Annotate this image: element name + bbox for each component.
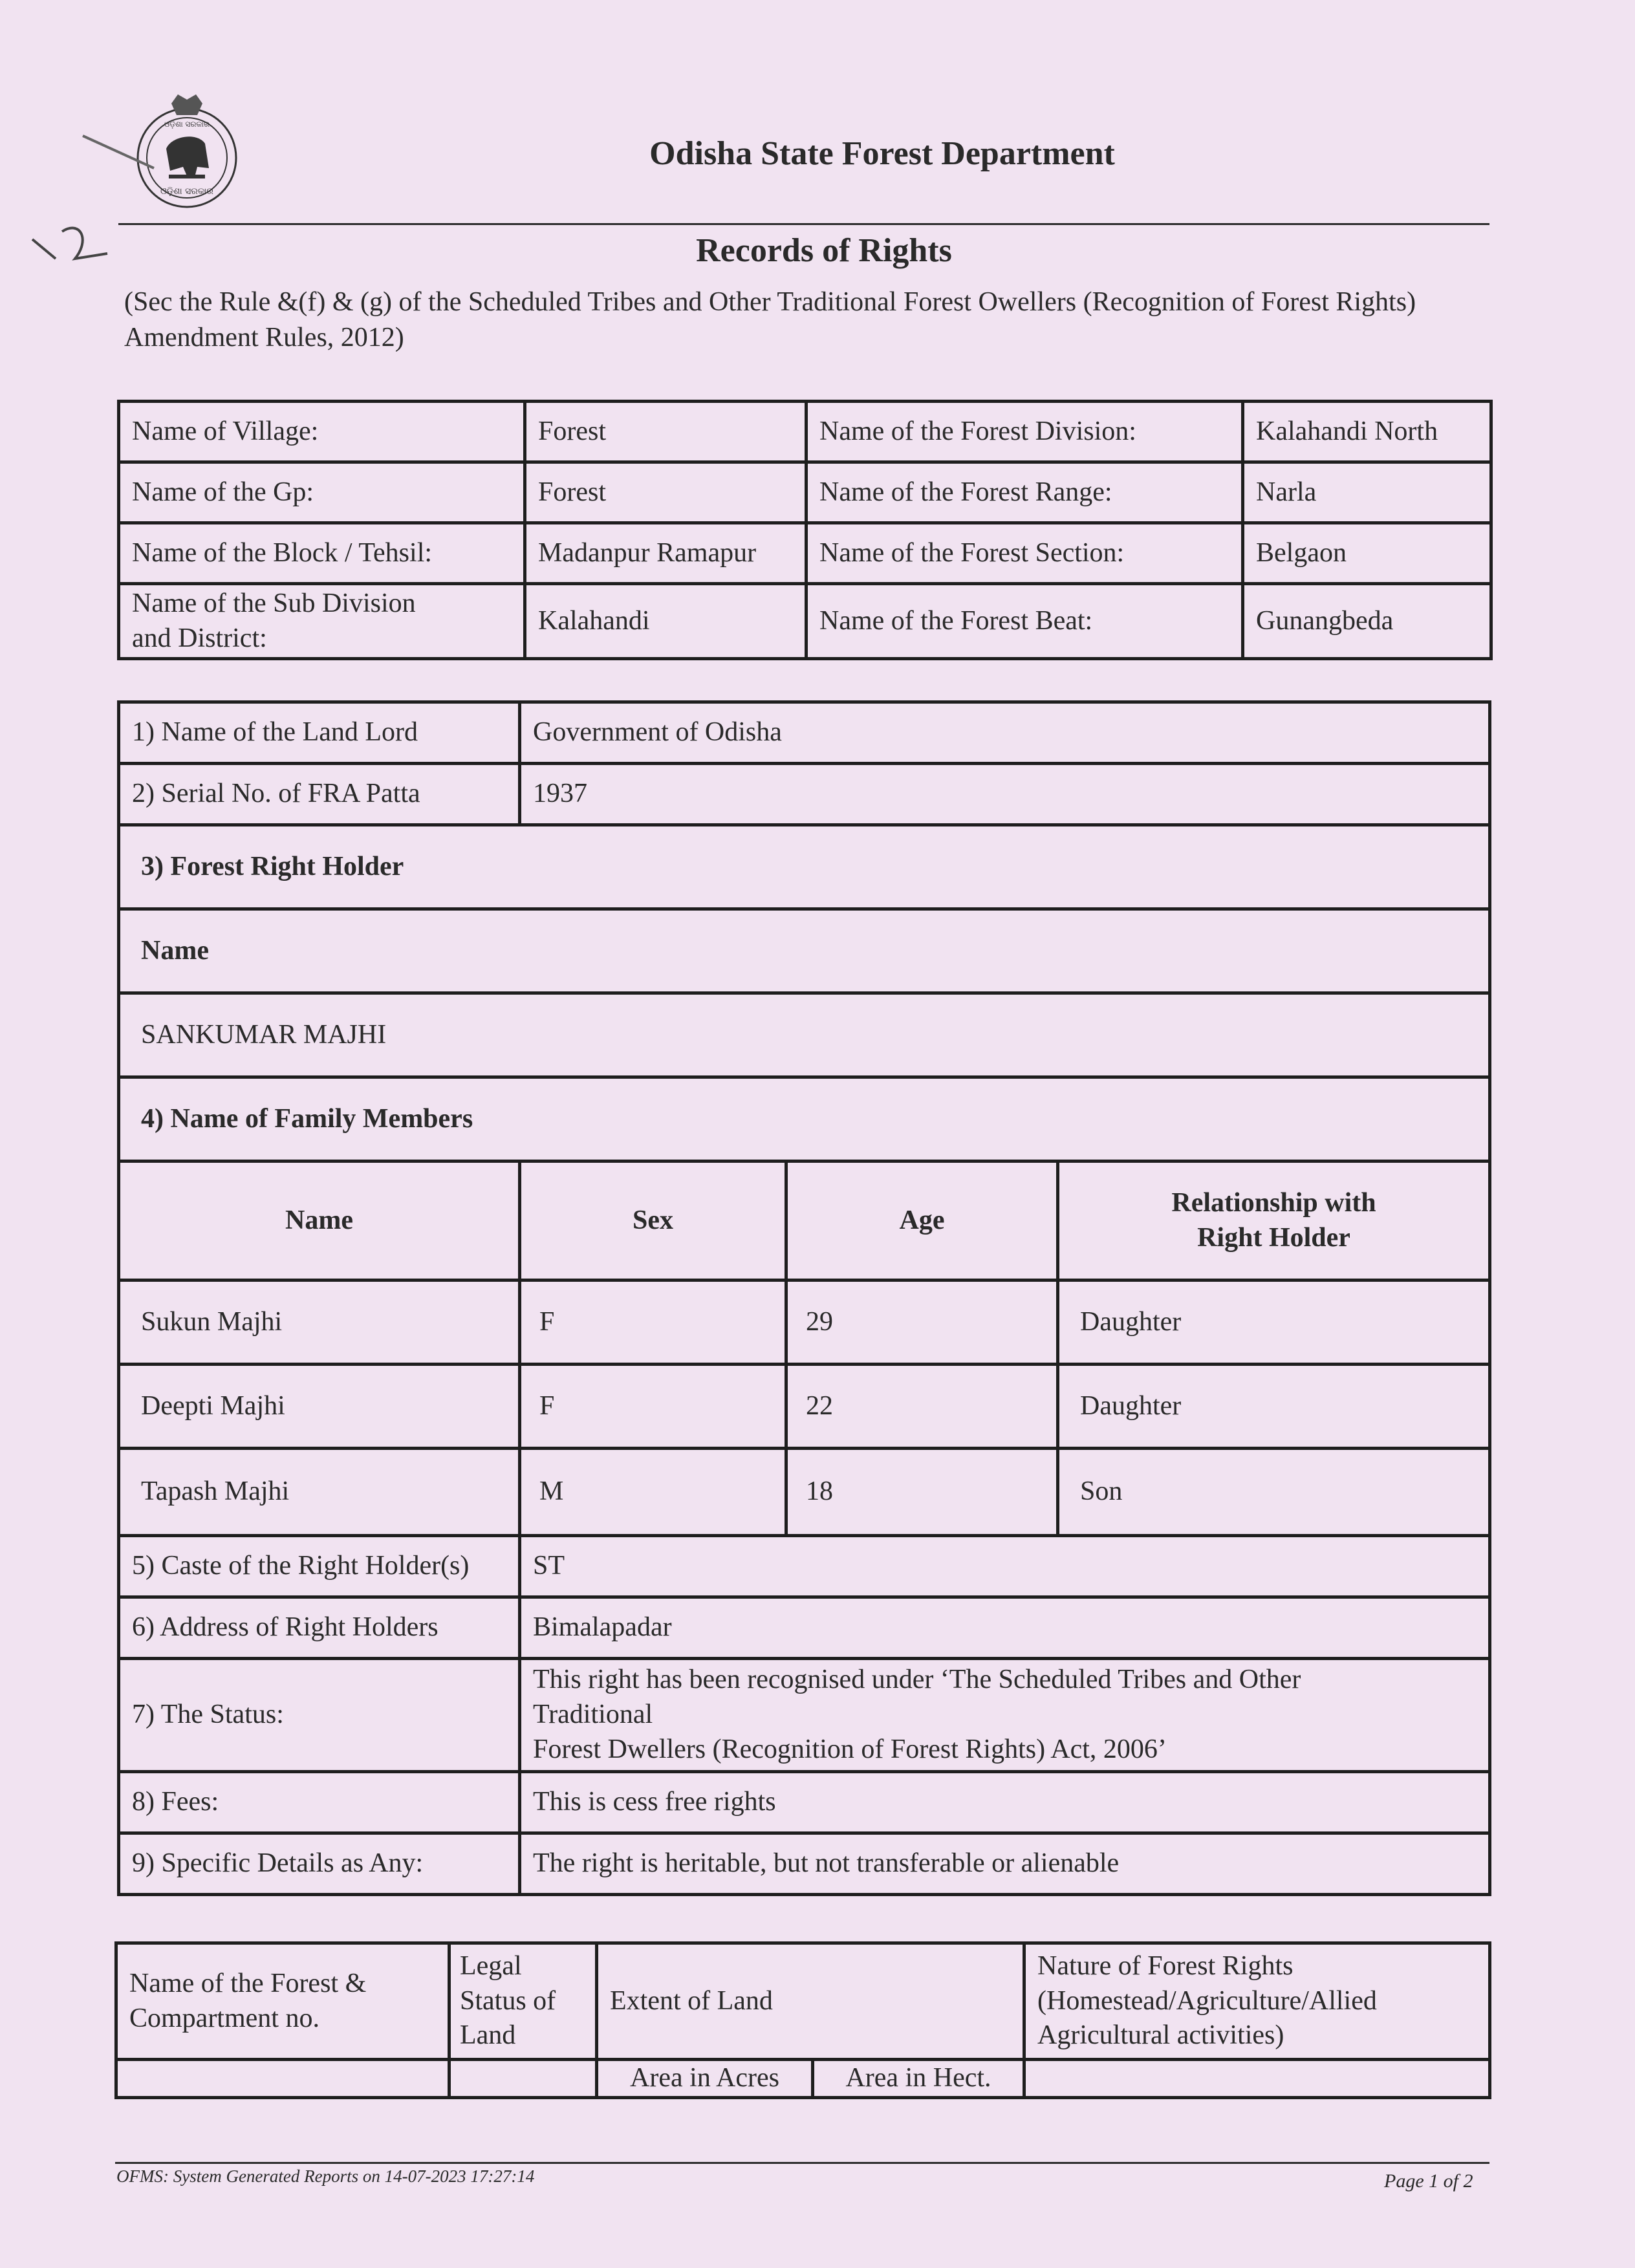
- family-col-relation: [1058, 1161, 1490, 1280]
- serial-label: 2) Serial No. of FRA Patta: [119, 764, 520, 825]
- nature-label: [1024, 1943, 1490, 2060]
- table-row: [119, 1449, 1490, 1536]
- area-hect-label: Area in Hect.: [813, 2060, 1024, 2098]
- table-row: [119, 1077, 1490, 1161]
- area-acres-label: Area in Acres: [597, 2060, 813, 2098]
- block-value: Madanpur Ramapur: [525, 523, 807, 584]
- subdivision-label-line2: and District:: [132, 623, 267, 653]
- member-name: Tapash Majhi: [119, 1449, 520, 1536]
- legal-label-line3: Land: [460, 2020, 516, 2051]
- extent-label: Extent of Land: [597, 1943, 1024, 2060]
- status-value: [520, 1659, 1490, 1772]
- address-value: Bimalapadar: [520, 1597, 1490, 1659]
- table-row: [119, 1365, 1490, 1449]
- gp-value: Forest: [525, 462, 807, 523]
- forest-compartment-cell: [116, 2060, 449, 2098]
- legal-status-label: [449, 1943, 597, 2060]
- forest-compartment-label: [116, 1943, 449, 2060]
- member-age: 22: [786, 1365, 1058, 1449]
- address-label: 6) Address of Right Holders: [119, 1597, 520, 1659]
- member-sex: F: [520, 1280, 786, 1365]
- beat-label: Name of the Forest Beat:: [807, 584, 1243, 659]
- details-value: The right is heritable, but not transferable or alienable: [520, 1833, 1490, 1895]
- serial-value: 1937: [520, 764, 1490, 825]
- section-value: Belgaon: [1243, 523, 1491, 584]
- member-name: Sukun Majhi: [119, 1280, 520, 1365]
- document-title: Records of Rights: [696, 232, 952, 269]
- table-row: [119, 1659, 1490, 1772]
- emblem-bottom-text: ଓଡ଼ିଶା ସରକାର: [160, 186, 213, 197]
- village-value: Forest: [525, 402, 807, 462]
- table-row: [116, 1943, 1490, 2060]
- family-header-row: [119, 1161, 1490, 1280]
- nature-label-line3: Agricultural activities): [1037, 2020, 1284, 2051]
- holder-heading: 3) Forest Right Holder: [119, 825, 1490, 909]
- family-heading: 4) Name of Family Members: [119, 1077, 1490, 1161]
- document-subtitle: (Sec the Rule &(f) & (g) of the Scheduled Tribes and Other Traditional Forest Owellers (Recognition of Forest Rights) Amendment Rules, 2012): [124, 287, 1416, 352]
- table-row: [119, 584, 1491, 659]
- table-row: [119, 1772, 1490, 1833]
- table-row: [119, 1597, 1490, 1659]
- member-relation: Daughter: [1058, 1365, 1490, 1449]
- beat-value: Gunangbeda: [1243, 584, 1491, 659]
- block-label: Name of the Block / Tehsil:: [119, 523, 525, 584]
- range-label: Name of the Forest Range:: [807, 462, 1243, 523]
- table-row: [119, 764, 1490, 825]
- footer-divider: [115, 2162, 1489, 2164]
- table-row: [119, 1536, 1490, 1597]
- land-table: [114, 1941, 1491, 2099]
- legal-label-line2: Status of: [460, 1985, 556, 2016]
- table-row: [119, 462, 1491, 523]
- forest-label-line1: Name of the Forest &: [129, 1968, 367, 1998]
- emblem-top-text: ଓଡ଼ିଶା ସରକାର: [164, 120, 210, 129]
- table-row: [119, 702, 1490, 764]
- landlord-value: Government of Odisha: [520, 702, 1490, 764]
- status-line3: Forest Dwellers (Recognition of Forest Rights) Act, 2006’: [533, 1734, 1167, 1764]
- department-title: Odisha State Forest Department: [649, 135, 1115, 172]
- family-col-relation-line1: Relationship with: [1171, 1187, 1376, 1218]
- fees-label: 8) Fees:: [119, 1772, 520, 1833]
- table-row: [119, 402, 1491, 462]
- status-label: 7) The Status:: [119, 1659, 520, 1772]
- family-col-relation-line2: Right Holder: [1197, 1222, 1350, 1253]
- family-col-age: Age: [786, 1161, 1058, 1280]
- family-col-sex: Sex: [520, 1161, 786, 1280]
- member-relation: Daughter: [1058, 1280, 1490, 1365]
- legal-label-line1: Legal: [460, 1950, 522, 1981]
- member-age: 29: [786, 1280, 1058, 1365]
- details-label: 9) Specific Details as Any:: [119, 1833, 520, 1895]
- division-label: Name of the Forest Division:: [807, 402, 1243, 462]
- member-name: Deepti Majhi: [119, 1365, 520, 1449]
- status-line2: Traditional: [533, 1700, 653, 1730]
- table-row: [116, 2060, 1490, 2098]
- table-row: [119, 1833, 1490, 1895]
- table-row: [119, 993, 1490, 1077]
- legal-status-cell: [449, 2060, 597, 2098]
- location-table: [117, 400, 1493, 660]
- subdivision-label-line1: Name of the Sub Division: [132, 588, 416, 618]
- handwritten-mark-text: 12: [26, 213, 27, 214]
- division-value: Kalahandi North: [1243, 402, 1491, 462]
- subdivision-label: [119, 584, 525, 659]
- header-divider: [118, 223, 1489, 225]
- nature-label-line2: (Homestead/Agriculture/Allied: [1037, 1985, 1377, 2016]
- landlord-label: 1) Name of the Land Lord: [119, 702, 520, 764]
- range-value: Narla: [1243, 462, 1491, 523]
- section-label: Name of the Forest Section:: [807, 523, 1243, 584]
- table-row: [119, 523, 1491, 584]
- village-label: Name of Village:: [119, 402, 525, 462]
- table-row: [119, 1280, 1490, 1365]
- table-row: [119, 909, 1490, 993]
- subdivision-value: Kalahandi: [525, 584, 807, 659]
- member-age: 18: [786, 1449, 1058, 1536]
- page-number: Page 1 of 2: [1384, 2170, 1473, 2192]
- rights-table: [117, 700, 1491, 1896]
- table-row: [119, 825, 1490, 909]
- name-heading: Name: [119, 909, 1490, 993]
- holder-name: SANKUMAR MAJHI: [119, 993, 1490, 1077]
- caste-label: 5) Caste of the Right Holder(s): [119, 1536, 520, 1597]
- gp-label: Name of the Gp:: [119, 462, 525, 523]
- nature-label-line1: Nature of Forest Rights: [1037, 1950, 1294, 1981]
- fees-value: This is cess free rights: [520, 1772, 1490, 1833]
- forest-label-line2: Compartment no.: [129, 2003, 319, 2033]
- caste-value: ST: [520, 1536, 1490, 1597]
- generated-timestamp: OFMS: System Generated Reports on 14-07-2023 17:27:14: [116, 2166, 535, 2186]
- member-sex: F: [520, 1365, 786, 1449]
- nature-cell: [1024, 2060, 1490, 2098]
- status-line1: This right has been recognised under ‘The Scheduled Tribes and Other: [533, 1665, 1301, 1695]
- member-sex: M: [520, 1449, 786, 1536]
- member-relation: Son: [1058, 1449, 1490, 1536]
- family-col-name: Name: [119, 1161, 520, 1280]
